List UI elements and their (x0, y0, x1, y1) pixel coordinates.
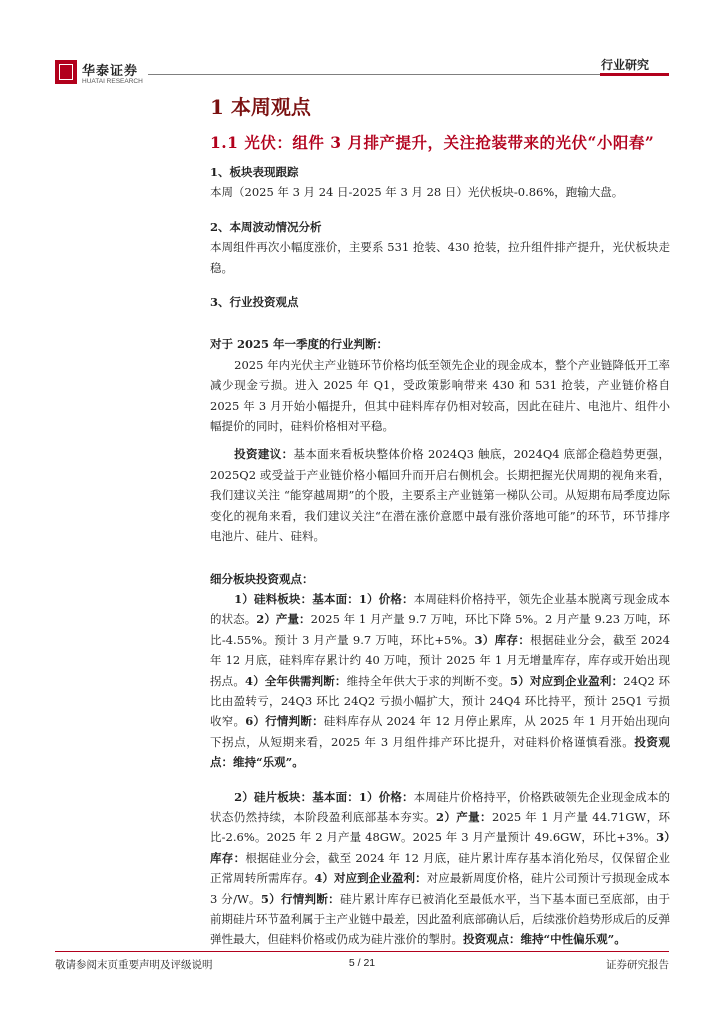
silicon-profit-label: 5）对应到企业盈利： (510, 673, 624, 688)
sec1-text: 本周（2025 年 3 月 24 日-2025 年 3 月 28 日）光伏板块-0.86%，跑输大盘。 (210, 185, 624, 200)
silicon-price-text: 本周硅料价格持平，领先企业基本脱离亏现金成本的状态。 (210, 591, 670, 627)
silicon-market-label: 6）行情判断： (245, 714, 324, 729)
silicon-supply-label: 4）全年供需判断： (245, 673, 347, 688)
wafer-market-text: 硅片累计库存已被消化至最低水平，当下基本面已至底部，由于前期硅片环节盈利属于主产业链中最差，因此盈利底部确认后，后续涨价趋势形成后的反弹弹性最大，但硅料价格或仍成为硅片涨价的掣肘。 (210, 891, 670, 947)
silicon-output-text: 2025 年 1 月产量 9.7 万吨，环比下降 5%。2 月产量 9.23 万吨，环比-4.55%。预计 3 月产量 9.7 万吨，环比+5%。 (210, 612, 671, 647)
header-accent-bar (600, 73, 669, 76)
wafer-inventory-label: 3）库存： (210, 830, 670, 865)
wafer-profit-text: 对应最新周度价格，硅片公司预计亏损现金成本 3 分/W。 (210, 871, 671, 906)
silicon-view: 投资观点：维持“乐观”。 (210, 734, 671, 770)
footer-report-type: 证券研究报告 (606, 959, 669, 971)
sec2-text: 本周组件再次小幅度涨价，主要系 531 抢装、430 抢装，拉升组件排产提升，光伏板块走稳。 (210, 240, 670, 275)
judgement-paragraph: 2025 年内光伏主产业链环节价格均低至领先企业的现金成本，整个产业链降低开工率减少现金亏损。进入 2025 年 Q1，受政策影响带来 430 和 531 抢装，产业链价格自 2025 年 3 月开始小幅提升，但其中硅料库存仍相对较高，因此在硅片、电池片、组件小幅提价的同时，硅料价格相对平稳。 (210, 357, 670, 434)
report-body (210, 92, 670, 950)
section-subtitle: 1.1 光伏：组件 3 月排产提升，关注抢装带来的光伏“小阳春” (210, 133, 655, 152)
footer-disclaimer: 敬请参阅末页重要声明及评级说明 (55, 959, 213, 971)
logo-en-text: HUATAI RESEARCH (82, 78, 143, 85)
page-title: 1 本周观点 (210, 95, 311, 119)
page-header (0, 0, 724, 90)
silicon-inventory-text: 根据硅业分会，截至 2024 年 12 月底，硅料库存累计约 40 万吨，预计 2025 年 1 月无增量库存，库存或开始出现拐点。 (210, 632, 670, 688)
silicon-market-text: 硅料库存从 2024 年 12 月停止累库，从 2025 年 1 月开始出现向下拐点，从短期来看，2025 年 3 月组件排产环比提升，对硅料价格谨慎看涨。 (210, 714, 671, 749)
advice-text: 基本面来看板块整体价格 2024Q3 触底，2024Q4 底部企稳趋势更强，2025Q2 或受益于产业链价格小幅回升而开启右侧机会。长期把握光伏周期的视角来看，我们建议关注 “能穿越周期”的个股，主要系主产业链第一梯队公司。从短期布局季度边际变化的视角来看，我们建议关注“在潜在涨价意愿中最有涨价落地可能”的环节，环节排序电池片、硅片、硅料。 (210, 447, 670, 544)
huatai-logo-icon (55, 60, 77, 84)
footer-divider (55, 951, 669, 952)
header-divider (148, 74, 669, 75)
sec1-heading: 1、板块表现跟踪 (210, 165, 299, 179)
wafer-inventory-text: 根据硅业分会，截至 2024 年 12 月底，硅片累计库存基本消化殆尽，仅保留企业正常周转所需库存。 (210, 850, 670, 886)
sec2-heading: 2、本周波动情况分析 (210, 219, 322, 234)
wafer-output-label: 2）产量： (435, 809, 492, 824)
wafer-lead: 2）硅片板块：基本面：1）价格： (234, 789, 414, 804)
advice-paragraph (210, 444, 670, 546)
sec3-heading: 3、行业投资观点 (210, 295, 299, 310)
wafer-view: 投资观点：维持“中性偏乐观”。 (463, 932, 626, 947)
judgement-title: 对于 2025 年一季度的行业判断： (210, 337, 389, 352)
silicon-lead: 1）硅料板块：基本面：1）价格： (234, 591, 414, 606)
silicon-output-label: 2）产量： (256, 612, 311, 627)
logo-cn-text: 华泰证券 (82, 64, 139, 79)
silicon-profit-text: 24Q2 环比由盈转亏，24Q3 环比 24Q2 亏损小幅扩大，预计 24Q4 环比持平，预计 25Q1 亏损收窄。 (210, 673, 671, 729)
page-number: 5 / 21 (348, 957, 376, 969)
silicon-paragraph (210, 589, 670, 773)
silicon-inventory-label: 3）库存： (474, 632, 531, 647)
advice-label: 投资建议： (234, 447, 294, 462)
wafer-price-text: 本周硅片价格持平，价格跌破领先企业现金成本的状态仍然持续，本阶段盈利底部基本夯实。 (210, 789, 670, 824)
wafer-paragraph (210, 787, 670, 950)
wafer-output-text: 2025 年 1 月产量 44.71GW，环比-2.6%。2025 年 2 月产量 48GW。2025 年 3 月产量预计 49.6GW，环比+3%。 (210, 809, 670, 845)
wafer-profit-label: 4）对应到企业盈利： (314, 871, 427, 886)
segments-title: 细分板块投资观点： (210, 571, 314, 586)
wafer-market-label: 5）行情判断： (260, 891, 340, 906)
section-label: 行业研究 (601, 58, 650, 72)
silicon-supply-text: 维持全年供大于求的判断不变。 (346, 673, 511, 688)
